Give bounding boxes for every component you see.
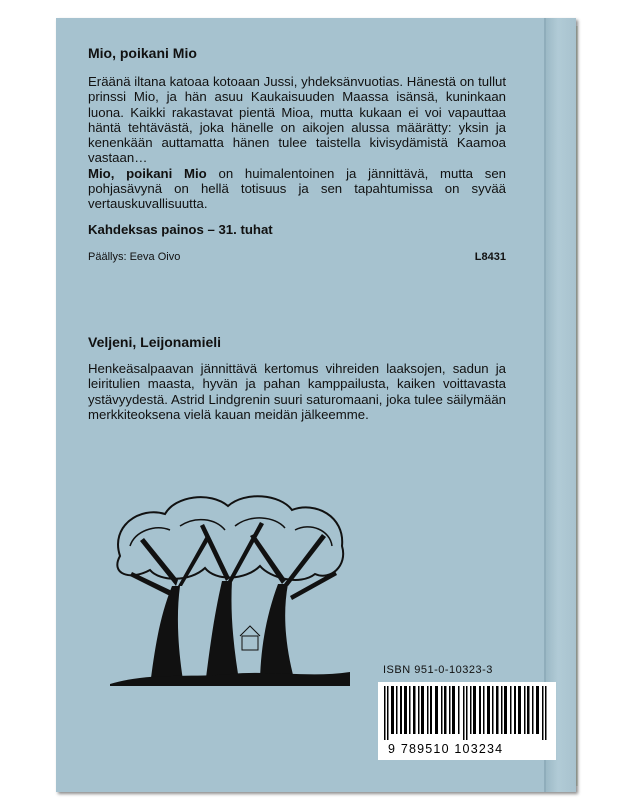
barcode-number: 9 789510 103234 [388, 742, 504, 756]
barcode [378, 682, 556, 760]
cover-text [88, 44, 506, 422]
book1-summary-title: Mio, poikani Mio [88, 165, 207, 181]
book1-description: Eräänä iltana katoaa kotoaan Jussi, yhdeksänvuotias. Hänestä on tullut prinssi Mio, ja hän asuu Kaukaisuuden Maassa isänsä, kuninkaan luona. Kaikki rakastavat pientä Mioa, mutta kukaan ei voi vapauttaa häntä tehtävästä, joka hänelle on aikojen alussa määrätty: yksin ja kenenkään auttamatta hänen tulee taistella kivisydämistä Kaamoa vastaan… [88, 74, 506, 166]
credits-row [88, 251, 506, 263]
book1-title: Mio, poikani Mio [88, 45, 197, 61]
barcode-bars [384, 686, 552, 740]
tree-illustration [110, 486, 350, 686]
isbn-text: ISBN 951-0-10323-3 [383, 664, 493, 676]
edition-info: Kahdeksas painos – 31. tuhat [88, 221, 273, 237]
book1-summary [88, 166, 506, 212]
book1-summary-text: on huimalentoinen ja jännittävä, mutta sen pohjasävynä on hellä totisuus ja sen tapahtumissa on syvää vertauskuvallisuutta. [88, 165, 506, 212]
cover-artist: Päällys: Eeva Oivo [88, 250, 181, 263]
trees-drawing [110, 486, 350, 686]
catalog-code: L8431 [474, 250, 506, 263]
book2-description: Henkeäsalpaavan jännittävä kertomus vihreiden laaksojen, sadun ja leiritulien maasta, hyvän ja pahan kamppailusta, kaiken voittavasta ystävyydestä. Astrid Lindgrenin suuri saturomaani, joka tulee säilymään merkkiteoksena vielä kauan meidän jälkeemme. [88, 360, 506, 422]
book2-title: Veljeni, Leijonamieli [88, 333, 222, 350]
